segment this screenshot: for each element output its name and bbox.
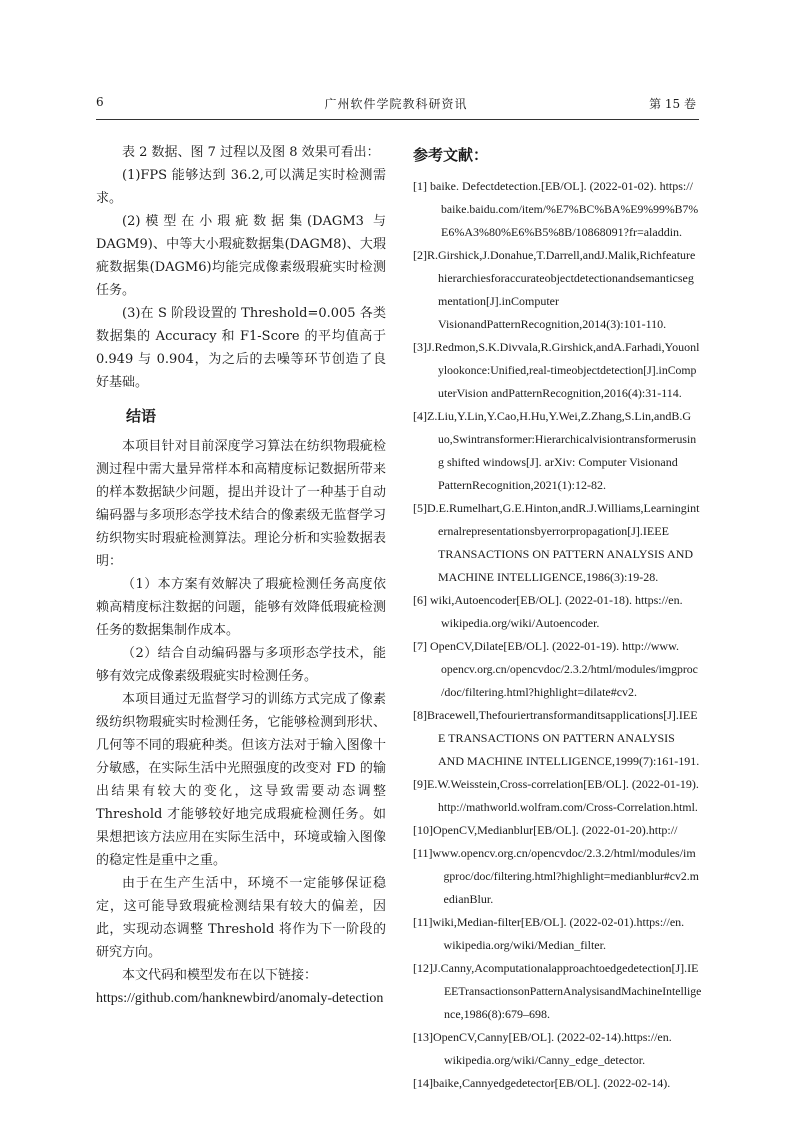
reference-body [433,1026,701,1072]
reference-body [433,819,701,842]
reference-body [427,497,701,589]
body-paragraph: （1）本方案有效解决了瑕疵检测任务高度依赖高精度标注数据的问题，能够有效降低瑕疵检测任务的数据集制作成本。 [96,577,386,638]
reference-line: hierarchiesforaccurateobjectdetectionandsemanticseg [438,271,694,285]
reference-item [413,704,701,773]
reference-line: gproc/doc/filtering.html?highlight=medianblur#cv2.m [443,870,699,883]
reference-body [433,911,701,957]
reference-number: [7] [413,639,430,653]
reference-body [427,704,701,773]
body-paragraph: (2)模型在小瑕疵数据集(DAGM3 与 DAGM9)、中等大小瑕疵数据集(DAGM8)、大瑕疵数据集(DAGM6)均能完成像素级瑕疵实时检测任务。 [96,214,386,298]
reference-line: ernalrepresentationsbyerrorpropagation[J].IEEE [438,524,669,538]
reference-line: E.W.Weisstein,Cross-correlation[EB/OL]. (2022-01-19). [427,777,699,791]
reference-item [413,635,701,704]
reference-line: Bracewell,Thefouriertransformanditsapplications[J].IEE [427,708,698,722]
reference-line: MACHINE INTELLIGENCE,1986(3):19-28. [438,570,659,584]
reference-line: E6%A3%80%E6%B5%8B/10868091?fr=aladdin. [441,225,683,239]
reference-line: nce,1986(8):679–698. [444,1007,550,1021]
reference-number: [2] [413,248,427,262]
reference-item [413,1026,701,1072]
reference-number: [6] [413,593,430,607]
left-column [96,141,386,1010]
body-paragraph: (1)FPS 能够达到 36.2,可以满足实时检测需求。 [96,168,386,206]
reference-item [413,1072,701,1095]
reference-line: J.Redmon,S.K.Divvala,R.Girshick,andA.Farhadi,Youonl [427,340,700,354]
reference-line: OpenCV,Dilate[EB/OL]. (2022-01-19). http://www. [430,639,679,653]
reference-body [430,175,701,244]
reference-body [427,773,701,819]
reference-line: uo,Swintransformer:Hierarchicalvisiontransformerusin [438,433,697,446]
reference-line: VisionandPatternRecognition,2014(3):101-110. [438,317,667,331]
reference-line: J.Canny,Acomputationalapproachtoedgedetection[J].IE [433,961,699,975]
section-heading: 结语 [126,407,157,425]
reference-line: E TRANSACTIONS ON PATTERN ANALYSIS [438,731,675,745]
reference-line: wikipedia.org/wiki/Canny_edge_detector. [444,1053,646,1067]
reference-number: [13] [413,1030,433,1044]
journal-title: 广州软件学院教科研资讯 [324,97,468,111]
header-rule [96,119,699,120]
reference-item [413,244,701,336]
reference-number: [11] [413,846,433,860]
reference-body [430,635,701,704]
reference-line: baike,Cannyedgedetector[EB/OL]. (2022-02-14). [433,1076,671,1090]
reference-number: [5] [413,501,427,515]
reference-item [413,175,701,244]
reference-item [413,819,701,842]
body-paragraph: (3)在 S 阶段设置的 Threshold=0.005 各类数据集的 Accuracy 和 F1-Score 的平均值高于 0.949 与 0.904，为之后的去噪等环节创造了良好基础。 [96,306,386,390]
volume-label: 第 15 卷 [649,97,696,111]
reference-line: OpenCV,Medianblur[EB/OL]. (2022-01-20).http:// [433,823,678,837]
reference-item [413,405,701,497]
reference-line: uterVision andPatternRecognition,2016(4):31-114. [438,386,682,400]
body-paragraph: 本项目针对目前深度学习算法在纺织物瑕疵检测过程中需大量异常样本和高精度标记数据所带来的样本数据缺少问题，提出并设计了一种基于自动编码器与多项形态学技术结合的像素级无监督学习纺织物实时瑕疵检测算法。理论分析和实验数据表明： [96,439,386,569]
reference-line: ylookonce:Unified,real-timeobjectdetection[J].inComp [438,364,697,377]
body-paragraph: 本文代码和模型发布在以下链接： [122,968,318,983]
reference-line: baike.baidu.com/item/%E7%BC%BA%E9%99%B7% [441,203,699,216]
reference-body [433,1072,701,1095]
reference-number: [9] [413,777,427,791]
reference-item [413,842,701,911]
reference-line: OpenCV,Canny[EB/OL]. (2022-02-14).https://en. [433,1030,672,1044]
reference-line: wiki,Autoencoder[EB/OL]. (2022-01-18). https://en. [430,593,683,607]
reference-line: wikipedia.org/wiki/Autoencoder. [441,616,600,630]
reference-line: mentation[J].inComputer [438,294,559,308]
reference-body [430,589,701,635]
reference-number: [11] [413,915,433,929]
reference-number: [4] [413,409,427,423]
reference-body [433,842,701,911]
reference-number: [1] [413,179,430,193]
body-paragraph: 由于在生产生活中，环境不一定能够保证稳定，这可能导致瑕疵检测结果有较大的偏差，因此，实现动态调整 Threshold 将作为下一阶段的研究方向。 [96,876,386,960]
references-heading: 参考文献： [413,146,489,164]
page-header [96,95,696,115]
reference-line: TRANSACTIONS ON PATTERN ANALYSIS AND [438,547,694,561]
references-column [413,142,701,1095]
reference-body [427,336,701,405]
reference-line: AND MACHINE INTELLIGENCE,1999(7):161-191. [438,754,700,768]
reference-list [413,175,701,1095]
reference-item [413,773,701,819]
reference-item [413,336,701,405]
reference-line: /doc/filtering.html?highlight=dilate#cv2. [441,685,638,699]
reference-line: wiki,Median-filter[EB/OL]. (2022-02-01).https://en. [432,915,685,929]
body-paragraph: 本项目通过无监督学习的训练方式完成了像素级纺织物瑕疵实时检测任务，它能够检测到形状、几何等不同的瑕疵种类。但该方法对于输入图像十分敏感，在实际生活中光照强度的改变对 FD 的输出结果有较大的变化，这导致需要动态调整 Threshold 才能够较好地完成瑕疵检测任务。如果想把该方法应用在实际生活中，环境或输入图像的稳定性是重中之重。 [96,692,386,868]
reference-line: g shifted windows[J]. arXiv: Computer Visionand [438,455,678,469]
reference-line: EETransactionsonPatternAnalysisandMachineIntellige [444,985,702,998]
reference-line: http://mathworld.wolfram.com/Cross-Correlation.html. [438,801,698,814]
code-link[interactable]: https://github.com/hanknewbird/anomaly-detection [96,991,384,1006]
reference-item [413,589,701,635]
reference-line: R.Girshick,J.Donahue,T.Darrell,andJ.Malik,Richfeature [427,248,696,262]
reference-number: [3] [413,340,427,354]
reference-number: [10] [413,823,433,837]
body-paragraph: 表 2 数据、图 7 过程以及图 8 效果可看出： [122,145,380,160]
reference-number: [14] [413,1076,433,1090]
reference-line: opencv.org.cn/opencvdoc/2.3.2/html/modules/imgproc [441,663,698,676]
reference-line: baike. Defectdetection.[EB/OL]. (2022-01-02). https:// [430,179,693,193]
reference-line: wikipedia.org/wiki/Median_filter. [443,938,606,952]
reference-number: [12] [413,961,433,975]
reference-line: www.opencv.org.cn/opencvdoc/2.3.2/html/modules/im [432,846,696,860]
body-paragraph: （2）结合自动编码器与多项形态学技术，能够有效完成像素级瑕疵实时检测任务。 [96,646,386,684]
reference-line: D.E.Rumelhart,G.E.Hinton,andR.J.Williams,Learningint [427,501,700,515]
reference-body [427,244,701,336]
reference-number: [8] [413,708,427,722]
page-number: 6 [96,95,104,109]
reference-line: PatternRecognition,2021(1):12-82. [438,478,606,492]
reference-item [413,957,701,1026]
reference-body [427,405,701,497]
reference-line: Z.Liu,Y.Lin,Y.Cao,H.Hu,Y.Wei,Z.Zhang,S.Lin,andB.G [427,409,692,423]
reference-item [413,497,701,589]
reference-line: edianBlur. [443,892,494,906]
reference-item [413,911,701,957]
reference-body [433,957,701,1026]
